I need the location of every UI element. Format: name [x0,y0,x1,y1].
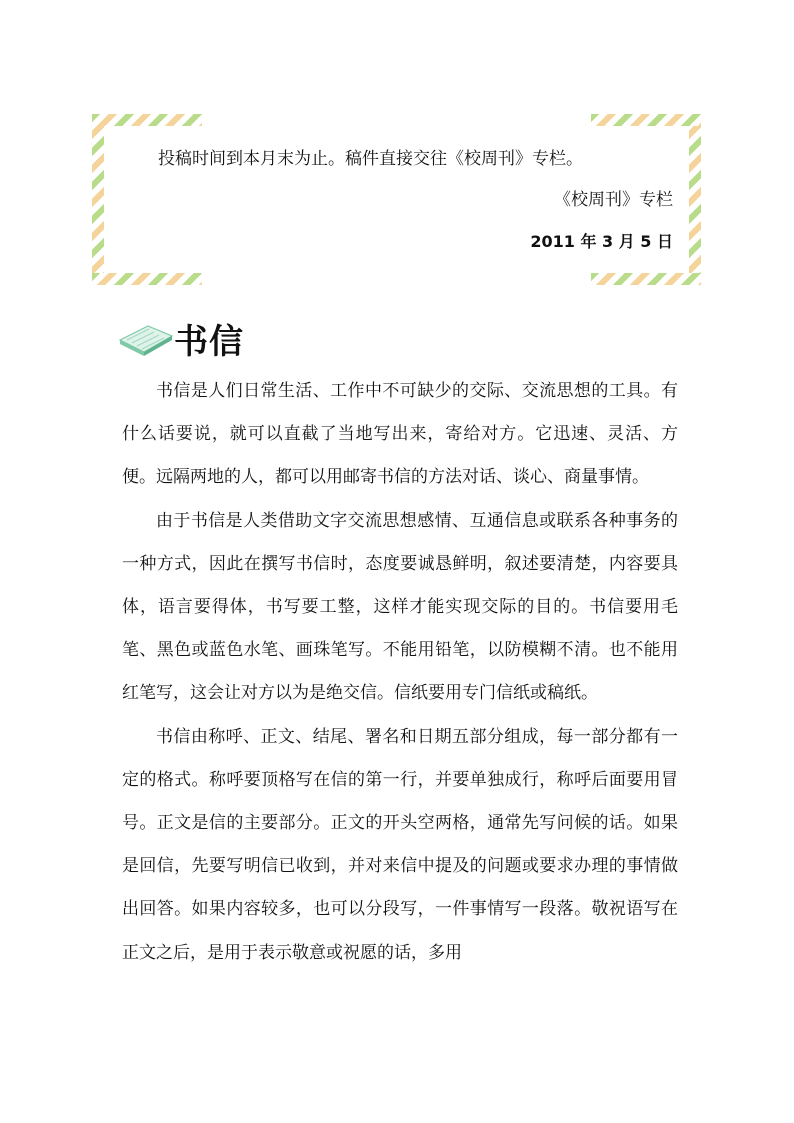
open-book-icon [118,318,174,358]
section-title: 书信 [174,322,244,362]
notice-date: 2011 年 3 月 5 日 [530,232,673,251]
notice-text: 投稿时间到本月末为止。稿件直接交往《校周刊》专栏。 [158,149,583,169]
notice-signature: 《校周刊》专栏 [554,190,673,210]
frame-top-right-border [591,114,701,126]
paragraph: 由于书信是人类借助文字交流思想感情、互通信息或联系各种事务的一种方式，因此在撰写书信时，态度要诚恳鲜明，叙述要清楚，内容要具体，语言要得体，书写要工整，这样才能实现交际的目的。书信要用毛笔、黑色或蓝色水笔、画珠笔写。不能用铅笔，以防模糊不清。也不能用红笔写，这会让对方以为是绝交信。信纸要用专门信纸或稿纸。 [122,510,678,704]
paragraph: 书信由称呼、正文、结尾、署名和日期五部分组成，每一部分都有一定的格式。称呼要顶格写在信的第一行，并要单独成行，称呼后面要用冒号。正文是信的主要部分。正文的开头空两格，通常先写问候的话。如果是回信，先要写明信已收到，并对来信中提及的问题或要求办理的事情做出回答。如果内容较多，也可以分段写，一件事情写一段落。敬祝语写在正文之后，是用于表示敬意或祝愿的话，多用 [122,726,678,963]
paragraph: 书信是人们日常生活、工作中不可缺少的交际、交流思想的工具。有什么话要说，就可以直截了当地写出来，寄给对方。它迅速、灵活、方便。远隔两地的人，都可以用邮寄书信的方法对话、谈心、商量事情。 [122,381,678,488]
article-body [122,370,678,975]
frame-bottom-right-border [591,273,701,285]
notice-frame [92,114,701,285]
frame-top-left-border [92,114,202,126]
frame-right-border [689,114,701,285]
frame-bottom-left-border [92,273,202,285]
frame-left-border [92,114,104,285]
